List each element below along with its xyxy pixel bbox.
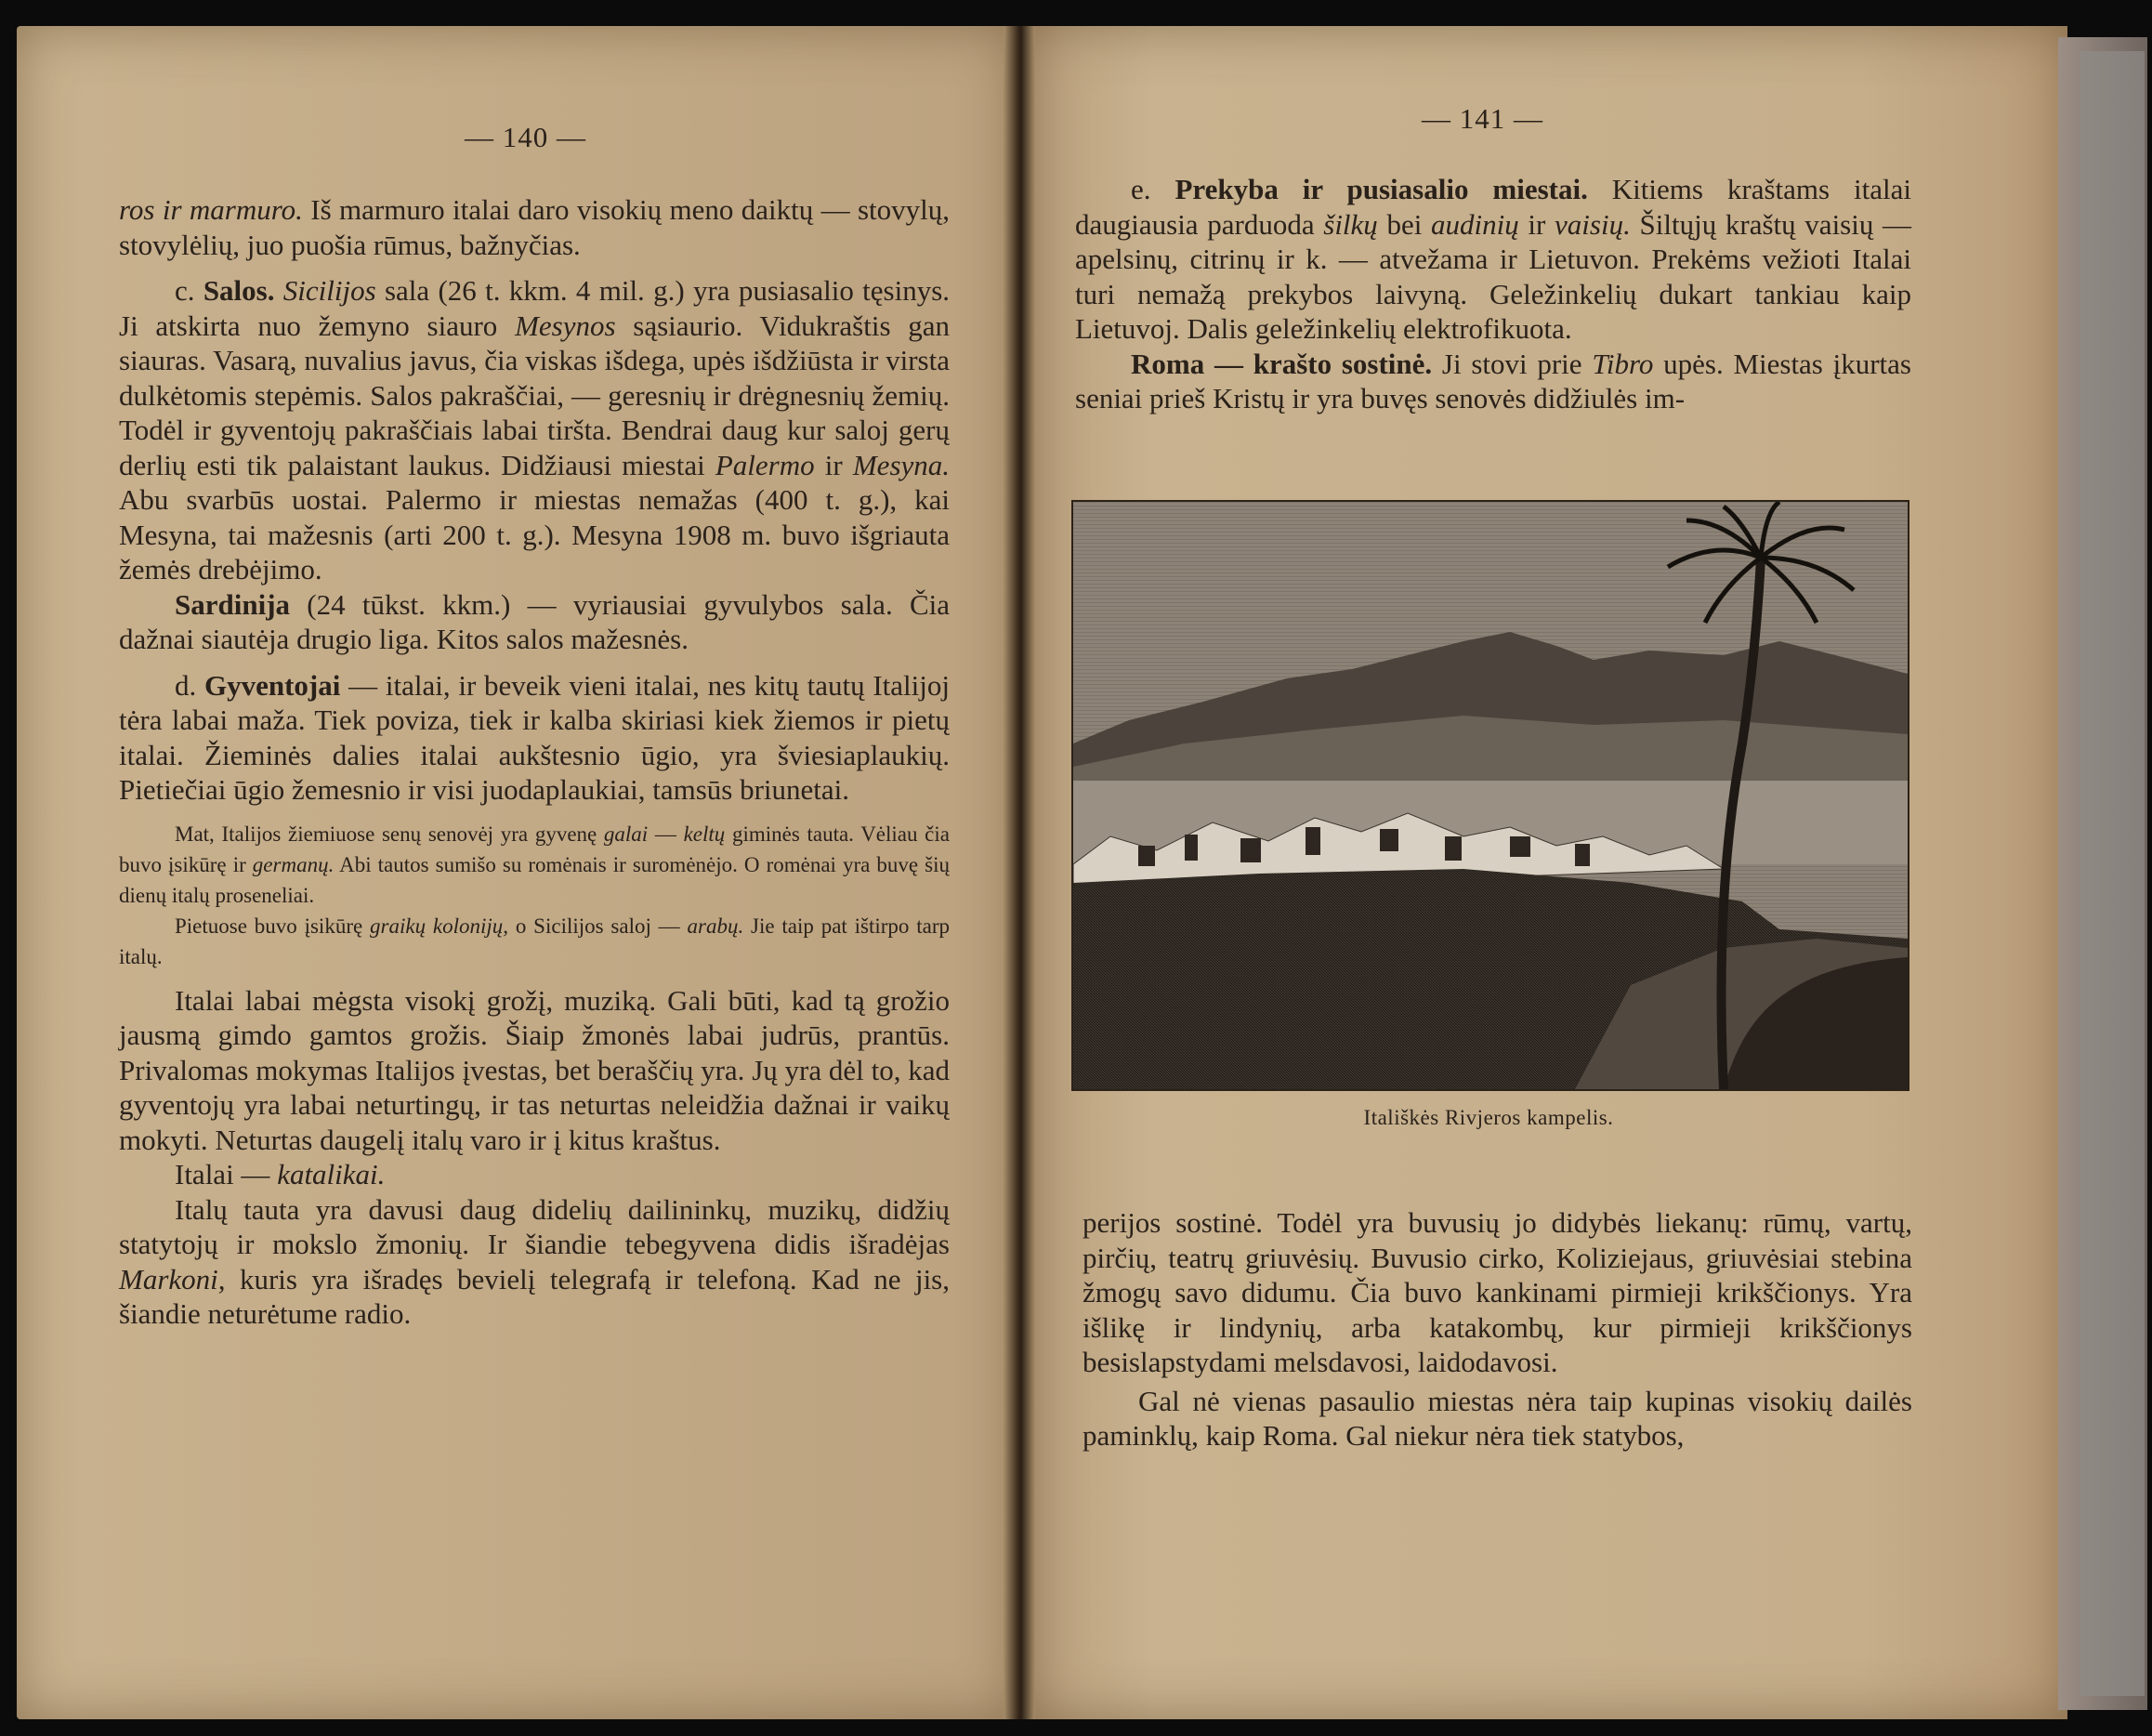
book-gutter <box>1004 26 1035 1719</box>
para-prekyba: e. Prekyba ir pusiasalio miestai. Kitiems kraštams italai daugiausia parduoda šilkų bei audinių ir vaisių. Šiltųjų kraštų vaisių — apelsinų, citrinų ir k. — atvežama ir Lietuvon. Prekėms vežioti Italai turi nemažą prekybos laivyną. Geležinkelių dukart tankiau kaip Lietuvoj. Dalis geležinkelių elektrofikuota. <box>1075 173 1912 345</box>
para-grozis: Italai labai mėgsta visokį grožį, muziką. Gali būti, kad tą grožio jausmą gimdo gamtos grožis. Šiaip žmonės labai judrūs, prantūs. Privalomas mokymas Italijos įvestas, bet beraščių yra. Jų yra dėl to, kad gyventojų yra labai neturtingų, ir tas neturtas neleidžia dažnai ir vaikų mokyti. Neturtas daugelį italų varo ir į kitus kraštus. <box>119 983 950 1156</box>
right-page-text-bottom <box>1083 1205 1912 1453</box>
note-graikai: Pietuose buvo įsikūrę graikų kolonijų, o Sicilijos saloj — arabų. Jie taip pat ištirpo tarp italų. <box>119 914 950 968</box>
right-page-number: — 141 — <box>1422 102 1543 135</box>
right-page-text-top <box>1075 172 1911 416</box>
para-gyventojai: d. Gyventojai — italai, ir beveik vieni italai, nes kitų tautų Italijoj tėra labai maža. Tiek poviza, tiek ir kalba skiriasi kiek žiemos ir pietų italai. Žieminės dalies italai aukštesnio ūgio, yra šviesiaplaukių. Pietiečiai ūgio žemesnio ir visi juodaplaukiai, tamsūs briunetai. <box>119 668 951 806</box>
para-roma: Roma — krašto sostinė. Ji stovi prie Tibro upės. Miestas įkurtas seniai prieš Kristų ir yra buvęs senovės didžiulės im- <box>1075 347 1911 414</box>
left-page-text <box>119 192 950 1332</box>
para-imperija: perijos sostinė. Todėl yra buvusių jo didybės liekanų: rūmų, vartų, pirčių, teatrų griuvėsių. Buvusio cirko, Koliziejaus, griuvėsiai stebina žmogų savo didumu. Čia buvo kankinami pirmieji krikščionys. Yra išlikę ir lindynių, arba katakombų, kur pirmieji krikščionys besislapstydami melsdavosi, laidodavosi. <box>1083 1206 1912 1378</box>
page-edges-inner <box>2080 51 2145 1696</box>
para-markoni: Italų tauta yra davusi daug didelių dailininkų, muzikų, didžių statytojų ir mokslo žmonių. Ir šiandie tebegyvena didis išradėjas Markoni, kuris yra išradęs bevielį telegrafą ir telefoną. Kad ne jis, šiandie neturėtume radio. <box>119 1192 950 1330</box>
para-katalikai: Italai — katalikai. <box>175 1158 386 1190</box>
figure-caption: Itališkės Rivjeros kampelis. <box>1363 1106 1614 1129</box>
note-galai: Mat, Italijos žiemiuose senų senovėj yra gyvenę galai — keltų giminės tauta. Vėliau čia buvo įsikūrę ir germanų. Abi tautos sumišo su romėnais ir suromėnėjo. O romėnai yra buvę šių dienų italų proseneliai. <box>119 822 950 907</box>
para-salos: c. Salos. Sicilijos sala (26 t. kkm. 4 mil. g.) yra pusiasalio tęsinys. Ji atskirta nuo žemyno siauro Mesynos sąsiaurio. Vidukraštis gan siauras. Vasarą, nuvalius javus, čia viskas išdega, upės išdžiūsta ir virsta dulkėtomis stepėmis. Salos pakraščiai, — geresnių ir drėgnesnių žemių. Todėl ir gyventojų pakraščiais labai tiršta. Bendrai daug kur saloj gerų derlių esti tik palaistant laukus. Didžiausi miestai Palermo ir Mesyna. Abu svarbūs uostai. Palermo ir miestas nemažas (400 t. g.), kai Mesyna, tai mažesnis (arti 200 t. g.). Mesyna 1908 m. buvo išgriauta žemės drebėjimo. <box>119 274 951 585</box>
para-marmuro: ros ir marmuro. Iš marmuro italai daro visokių meno daiktų — stovylų, stovylėlių, juo puošia rūmus, bažnyčias. <box>119 193 950 261</box>
para-paminklai: Gal nė vienas pasaulio miestas nėra taip kupinas visokių dailės paminklų, kaip Roma. Gal niekur nėra tiek statybos, <box>1083 1384 1912 1452</box>
riviera-engraving <box>1071 500 1909 1091</box>
para-sardinija: Sardinija (24 tūkst. kkm.) — vyriausiai gyvulybos sala. Čia dažnai siautėja drugio liga. Kitos salos mažesnės. <box>119 587 950 655</box>
left-page-number: — 140 — <box>465 121 586 153</box>
